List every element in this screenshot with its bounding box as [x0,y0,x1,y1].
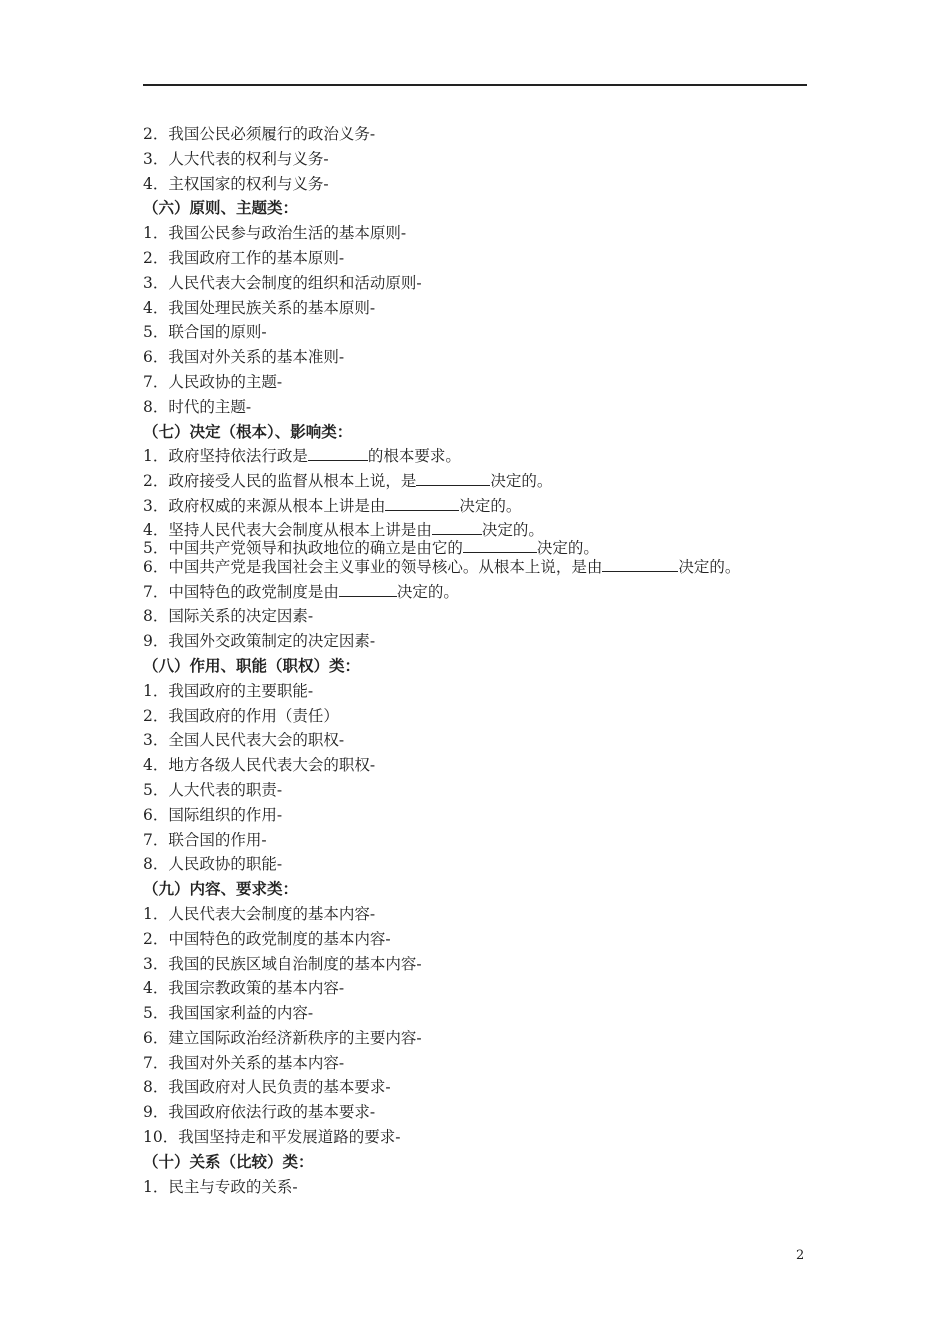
list-item: 10．我国坚持走和平发展道路的要求- [143,1128,401,1147]
answer-blank [463,537,537,553]
list-item: 5．人大代表的职责- [143,780,283,799]
list-item: 4．地方各级人民代表大会的职权- [143,756,376,775]
list-item: 8．时代的主题- [143,397,252,416]
item-text: 6．中国共产党是我国社会主义事业的领导核心。从根本上说，是由 [143,557,603,576]
list-item: 1．我国政府的主要职能- [143,681,314,700]
list-item: 2．我国公民必须履行的政治义务- [143,125,376,143]
list-item: 8．国际关系的决定因素- [143,607,314,626]
header-rule [143,84,807,86]
list-item [143,494,843,519]
item-text: 7．中国特色的政党制度是由 [143,582,339,601]
list-item: 2．我国政府工作的基本原则- [143,248,345,267]
section-heading: （九）内容、要求类： [143,879,299,899]
list-item: 2．我国政府的作用（责任） [143,706,339,725]
item-text: 4．坚持人民代表大会制度从根本上讲是由 [143,520,432,539]
list-item: 4．我国处理民族关系的基本原则- [143,298,376,317]
list-item: 3．人民代表大会制度的组织和活动原则- [143,273,422,292]
list-item: 1．民主与专政的关系- [143,1177,298,1196]
document-body [143,122,843,1199]
item-text: 5．中国共产党领导和执政地位的确立是由它的 [143,538,463,557]
answer-blank [308,445,368,461]
list-item: 2．中国特色的政党制度的基本内容- [143,929,391,948]
list-item: 8．我国政府对人民负责的基本要求- [143,1078,391,1097]
answer-blank [432,519,482,535]
list-item: 9．我国外交政策制定的决定因素- [143,632,376,651]
list-item: 7．联合国的作用- [143,830,267,849]
section-heading: （七）决定（根本）、影响类： [143,421,353,441]
list-item: 1．人民代表大会制度的基本内容- [143,904,376,923]
list-item [143,537,843,555]
item-text: 2．政府接受人民的监督从根本上说，是 [143,472,417,491]
list-item: 4．主权国家的权利与义务- [143,174,329,193]
list-item [143,519,843,537]
list-item: 6．建立国际政治经济新秩序的主要内容- [143,1028,422,1047]
list-item: 8．人民政协的职能- [143,855,283,874]
list-item [143,580,843,605]
answer-blank [602,556,678,572]
item-text: 决定的。 [678,557,741,576]
item-text: 3．政府权威的来源从根本上讲是由 [143,496,386,515]
item-text: 决定的。 [459,496,522,515]
page-number: 2 [796,1248,805,1263]
list-item: 5．联合国的原则- [143,323,267,342]
list-item: 7．我国对外关系的基本内容- [143,1053,345,1072]
item-text: 决定的。 [490,472,553,491]
list-item: 9．我国政府依法行政的基本要求- [143,1103,376,1122]
list-item: 7．人民政协的主题- [143,372,283,391]
answer-blank [339,581,397,597]
list-item: 6．我国对外关系的基本准则- [143,348,345,367]
list-item [143,444,843,469]
section-heading: （八）作用、职能（职权）类： [143,655,361,675]
list-item [143,469,843,494]
list-item: 3．我国的民族区域自治制度的基本内容- [143,954,422,973]
list-item: 3．全国人民代表大会的职权- [143,731,345,750]
list-item: 1．我国公民参与政治生活的基本原则- [143,224,407,243]
list-item: 6．国际组织的作用- [143,805,283,824]
item-text: 决定的。 [536,538,599,557]
answer-blank [416,470,490,486]
list-item: 3．人大代表的权利与义务- [143,149,329,168]
item-text: 的根本要求。 [367,447,461,466]
item-text: 决定的。 [396,582,459,601]
list-item: 5．我国国家利益的内容- [143,1004,314,1023]
item-text: 1．政府坚持依法行政是 [143,447,308,466]
answer-blank [385,495,459,511]
list-item [143,555,843,580]
item-text: 决定的。 [481,520,544,539]
section-heading: （六）原则、主题类： [143,198,299,218]
section-heading: （十）关系（比较）类： [143,1151,314,1171]
list-item: 4．我国宗教政策的基本内容- [143,979,345,998]
